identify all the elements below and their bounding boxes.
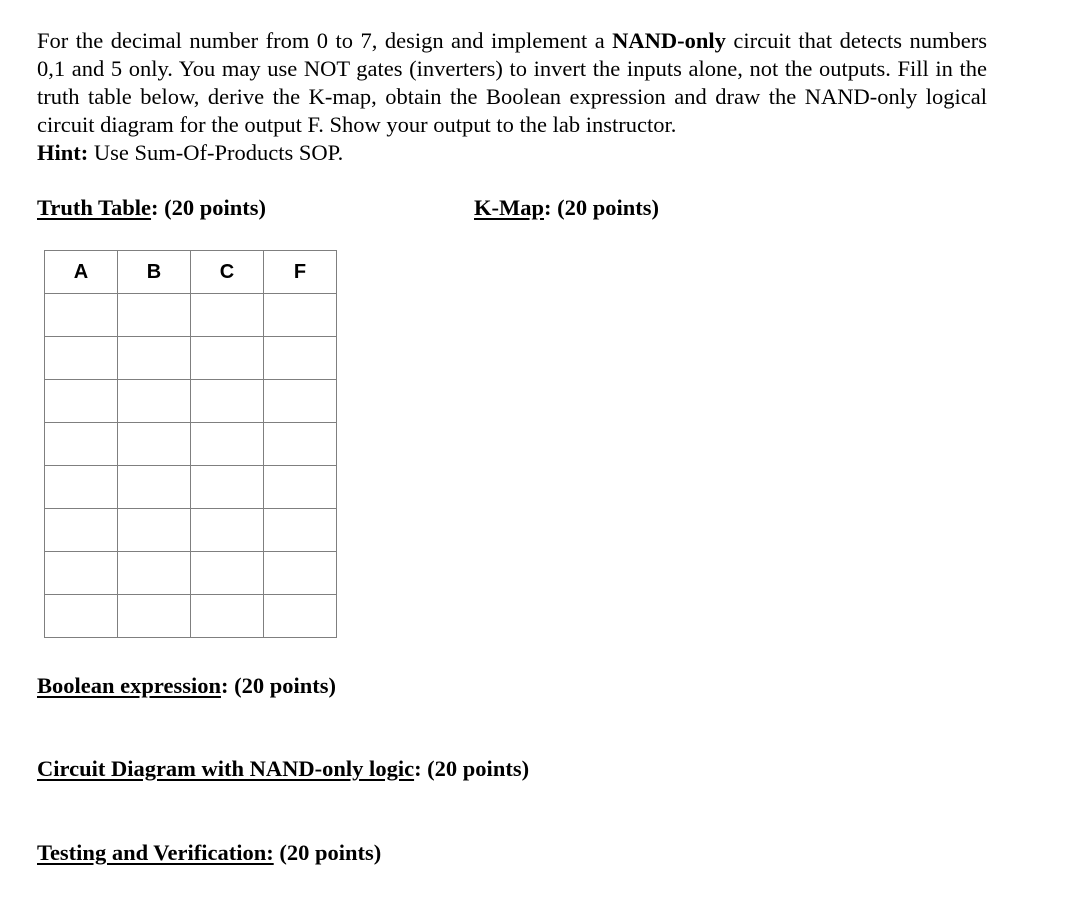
table-cell[interactable] (264, 509, 337, 552)
hint-label: Hint: (37, 140, 89, 165)
table-row (45, 337, 337, 380)
table-cell[interactable] (191, 466, 264, 509)
table-cell[interactable] (45, 337, 118, 380)
table-cell[interactable] (264, 337, 337, 380)
table-row (45, 595, 337, 638)
table-cell[interactable] (118, 337, 191, 380)
table-cell[interactable] (264, 466, 337, 509)
boolean-expression-points: : (20 points) (220, 673, 336, 698)
table-row (45, 552, 337, 595)
header-b: B (118, 251, 191, 294)
truth-table-points: : (20 points) (151, 195, 267, 220)
truth-table-body (45, 294, 337, 638)
table-cell[interactable] (45, 595, 118, 638)
table-cell[interactable] (191, 380, 264, 423)
table-cell[interactable] (264, 380, 337, 423)
truth-table (44, 250, 337, 638)
table-cell[interactable] (264, 423, 337, 466)
table-cell[interactable] (191, 509, 264, 552)
testing-verification-label: Testing and Verification: (37, 840, 274, 865)
table-row (45, 466, 337, 509)
header-f: F (264, 251, 337, 294)
hint-text: Use Sum-Of-Products SOP. (88, 140, 344, 165)
table-cell[interactable] (118, 509, 191, 552)
testing-verification-heading (37, 840, 381, 866)
table-cell[interactable] (264, 294, 337, 337)
truth-table-label: Truth Table (37, 195, 152, 220)
table-cell[interactable] (191, 337, 264, 380)
table-cell[interactable] (118, 294, 191, 337)
circuit-diagram-points: : (20 points) (414, 756, 530, 781)
truth-table-header-row (45, 251, 337, 294)
table-cell[interactable] (118, 423, 191, 466)
table-row (45, 423, 337, 466)
table-cell[interactable] (45, 380, 118, 423)
table-cell[interactable] (191, 595, 264, 638)
problem-statement (37, 27, 987, 167)
table-row (45, 294, 337, 337)
table-cell[interactable] (118, 595, 191, 638)
table-row (45, 380, 337, 423)
intro-text-2: circuit that detects numbers 0,1 and 5 only. You may use NOT gates (inverters) to invert the inputs alone, not the outputs. Fill in the truth table below, derive the K-map, obtain the Boolean expression and draw the NAND-only logical circuit diagram for the output F. Show your output to the lab instructor. (37, 28, 987, 137)
table-cell[interactable] (118, 552, 191, 595)
table-cell[interactable] (191, 552, 264, 595)
circuit-diagram-label: Circuit Diagram with NAND-only logic (37, 756, 415, 781)
table-cell[interactable] (118, 466, 191, 509)
header-a: A (45, 251, 118, 294)
testing-verification-points: (20 points) (273, 840, 382, 865)
table-cell[interactable] (45, 423, 118, 466)
table-cell[interactable] (264, 552, 337, 595)
intro-text-1: For the decimal number from 0 to 7, design and implement a (37, 28, 613, 53)
table-row (45, 509, 337, 552)
truth-table-heading (37, 195, 266, 221)
header-c: C (191, 251, 264, 294)
table-cell[interactable] (264, 595, 337, 638)
table-cell[interactable] (191, 294, 264, 337)
boolean-expression-heading (37, 673, 336, 699)
kmap-label: K-Map (474, 195, 544, 220)
table-cell[interactable] (45, 294, 118, 337)
kmap-heading (474, 195, 659, 221)
table-cell[interactable] (45, 552, 118, 595)
circuit-diagram-heading (37, 756, 529, 782)
table-cell[interactable] (45, 466, 118, 509)
table-cell[interactable] (45, 509, 118, 552)
table-cell[interactable] (191, 423, 264, 466)
table-cell[interactable] (118, 380, 191, 423)
kmap-points: : (20 points) (544, 195, 660, 220)
intro-bold-nand-only: NAND-only (612, 28, 726, 53)
boolean-expression-label: Boolean expression (37, 673, 221, 698)
